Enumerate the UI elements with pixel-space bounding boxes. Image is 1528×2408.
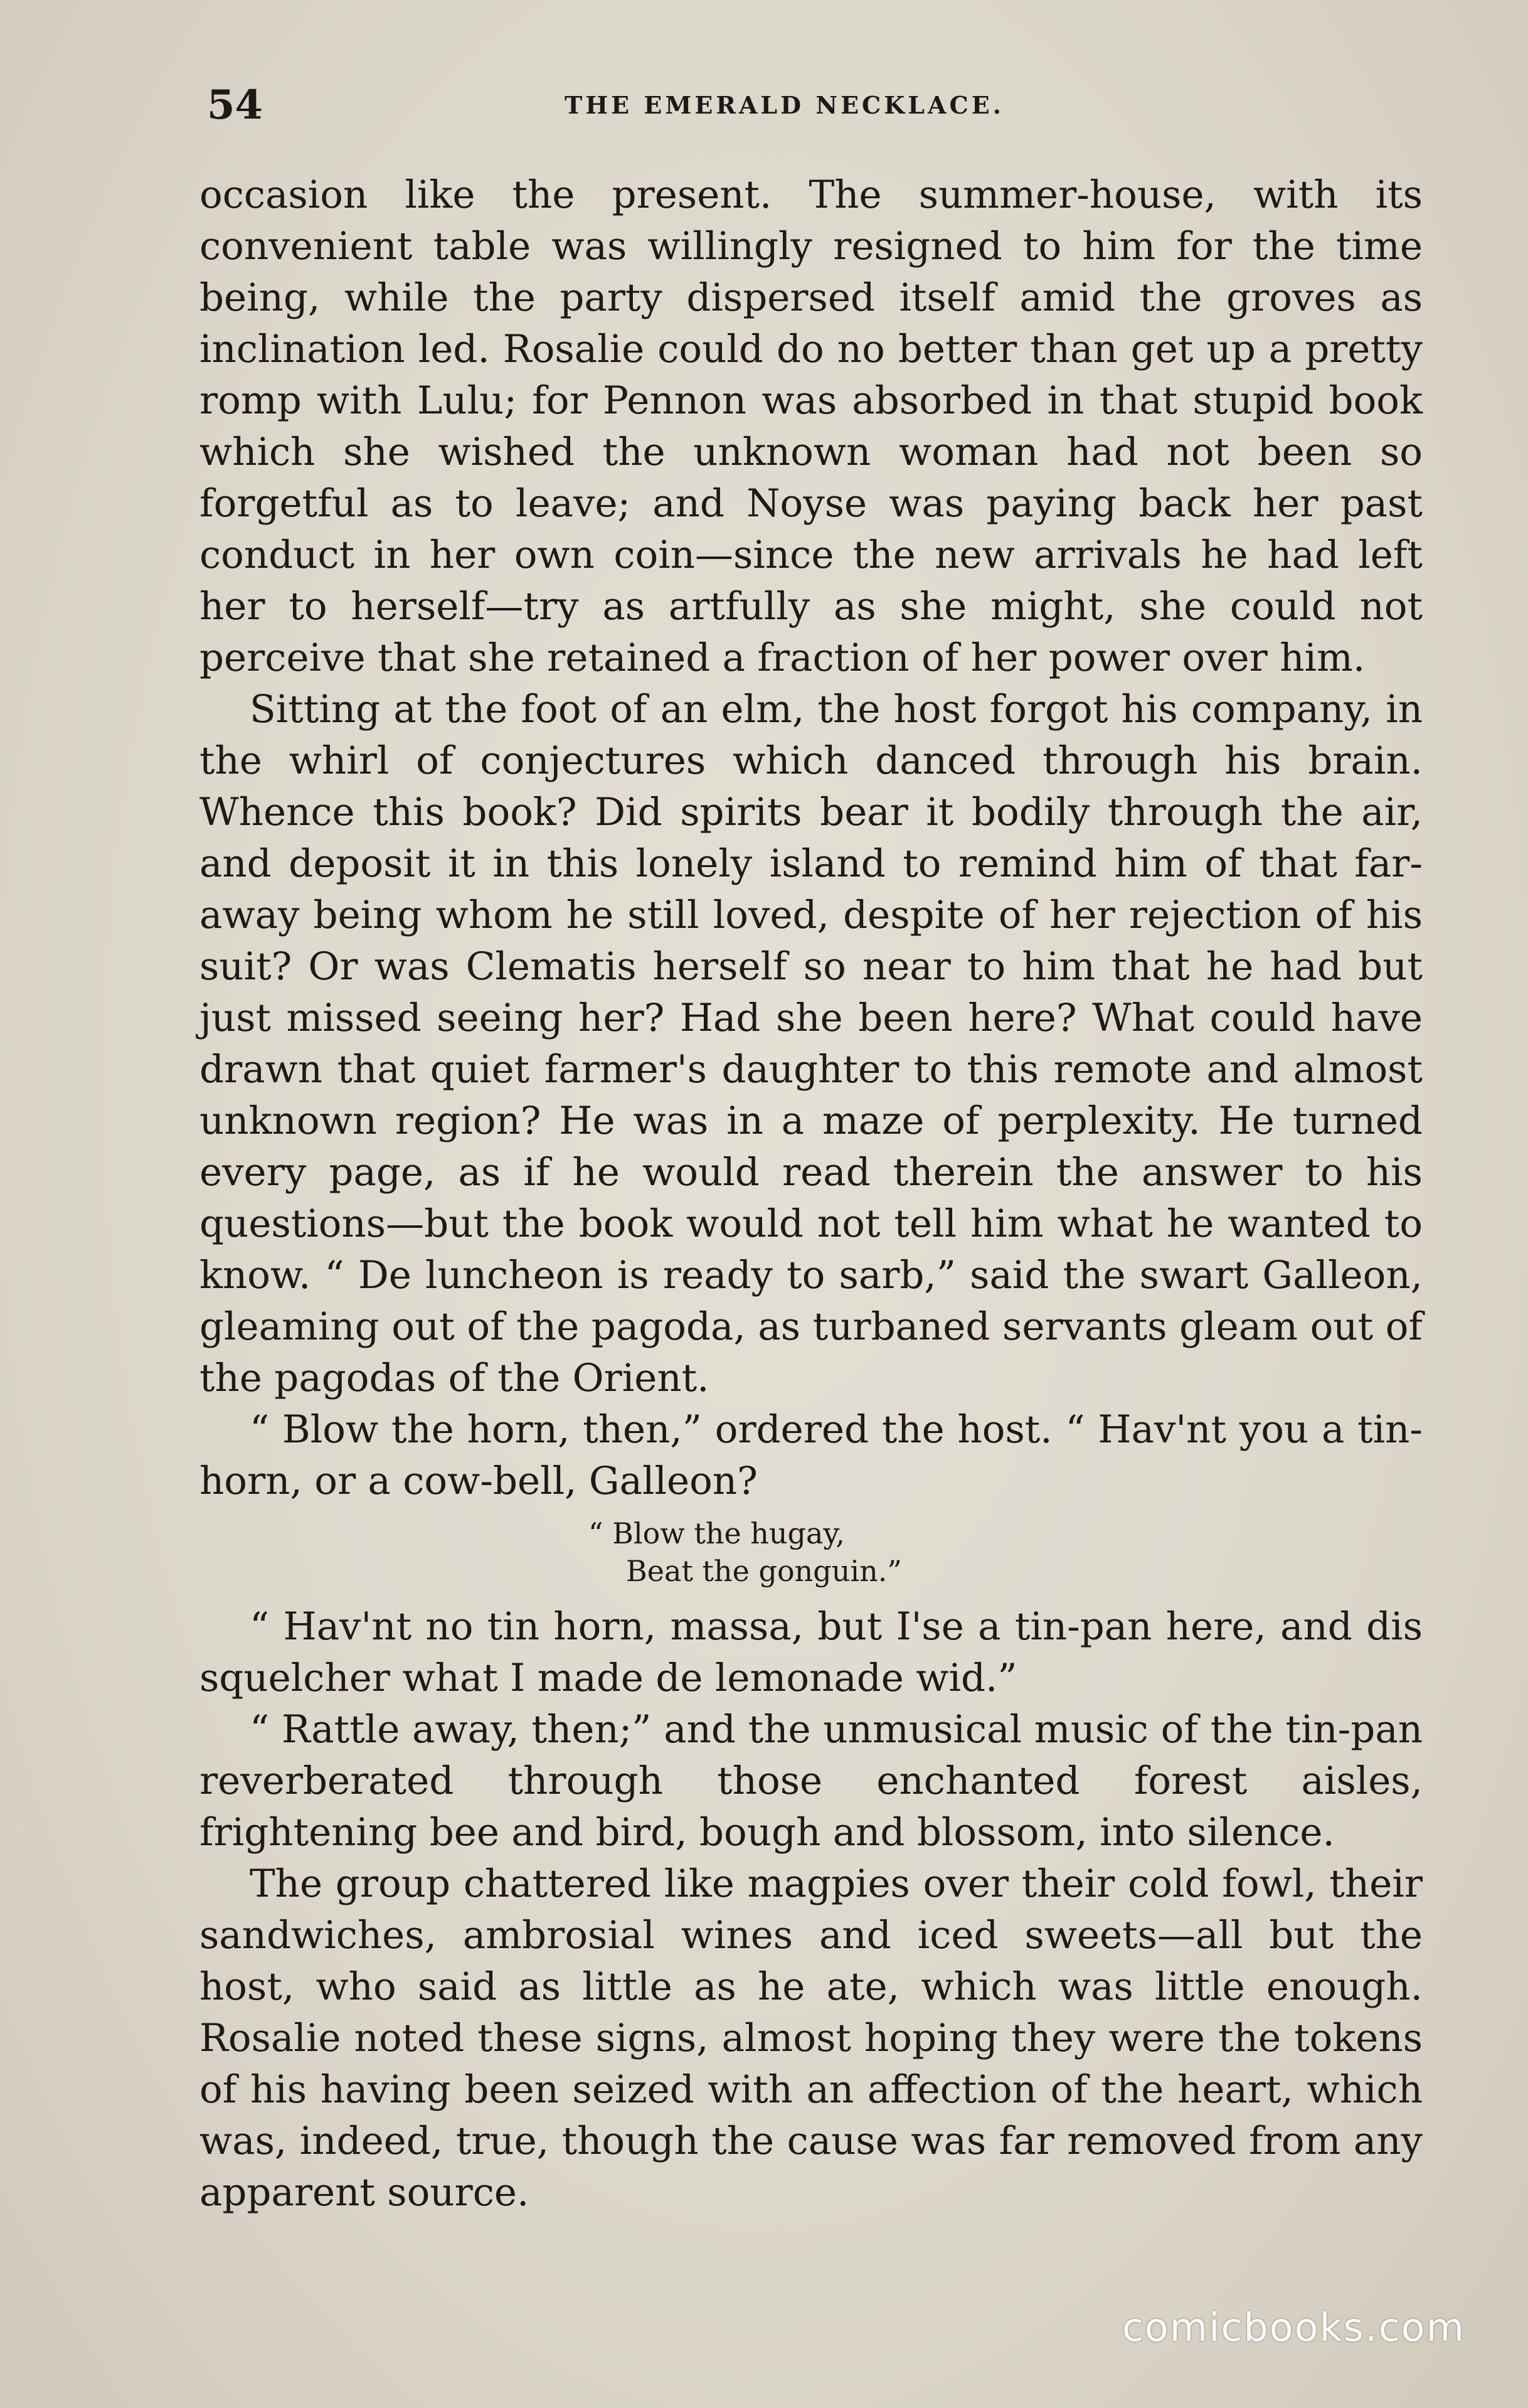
paragraph: Sitting at the foot of an elm, the host forgot his company, in the whirl of conjectures which danced through his brain. Whence this book? Did spirits bear it bodily through the air, and deposit it in this lonely island to remind him of that far-away being whom he still loved, despite of her rejection of his suit? Or was Clematis herself so near to him that he had but just missed seeing her? Had she been here? What could have drawn that quiet farmer's daughter to this remote and almost unknown region? He was in a maze of perplexity. He turned every page, as if he would read therein the answer to his questions—but the book would not tell him what he wanted to know. “ De luncheon is ready to sarb,” said the swart Galleon, gleaming out of the pagoda, as turbaned servants gleam out of the pagodas of the Orient. (199, 687, 1423, 1400)
watermark-text: comicbooks.com (1122, 2304, 1465, 2350)
paragraph: “ Rattle away, then;” and the unmusical music of the tin-pan reverberated through those enchanted forest aisles, frightening bee and bird, bough and blossom, into silence. (199, 1707, 1423, 1855)
page-number: 54 (207, 82, 263, 129)
paragraph: “ Blow the horn, then,” ordered the host. “ Hav'nt you a tin-horn, or a cow-bell, Galleon? (199, 1407, 1423, 1503)
verse-quotation (199, 1515, 1423, 1590)
paragraph: “ Hav'nt no tin horn, massa, but I'se a tin-pan here, and dis squelcher what I made de lemonade wid.” (199, 1604, 1423, 1700)
paragraph-continued: occasion like the present. The summer-house, with its convenient table was willingly resigned to him for the time being, while the party dispersed itself amid the groves as inclination led. Rosalie could do no better than get up a pretty romp with Lulu; for Pennon was absorbed in that stupid book which she wished the unknown woman had not been so forgetful as to leave; and Noyse was paying back her past conduct in her own coin—since the new arrivals he had left her to herself—try as artfully as she might, she could not perceive that she retained a fraction of her power over him. (199, 173, 1423, 680)
verse-line: Beat the gonguin.” (626, 1554, 902, 1588)
page-header (207, 74, 1421, 137)
verse-line: “ Blow the hugay, (588, 1516, 845, 1550)
running-head: THE EMERALD NECKLACE. (565, 91, 1004, 119)
paragraph: The group chattered like magpies over their cold fowl, their sandwiches, ambrosial wines and iced sweets—all but the host, who said as little as he ate, which was little enough. Rosalie noted these signs, almost hoping they were the tokens of his having been seized with an affection of the heart, which was, indeed, true, though the cause was far removed from any apparent source. (199, 1862, 1423, 2215)
body-text (199, 169, 1423, 2219)
